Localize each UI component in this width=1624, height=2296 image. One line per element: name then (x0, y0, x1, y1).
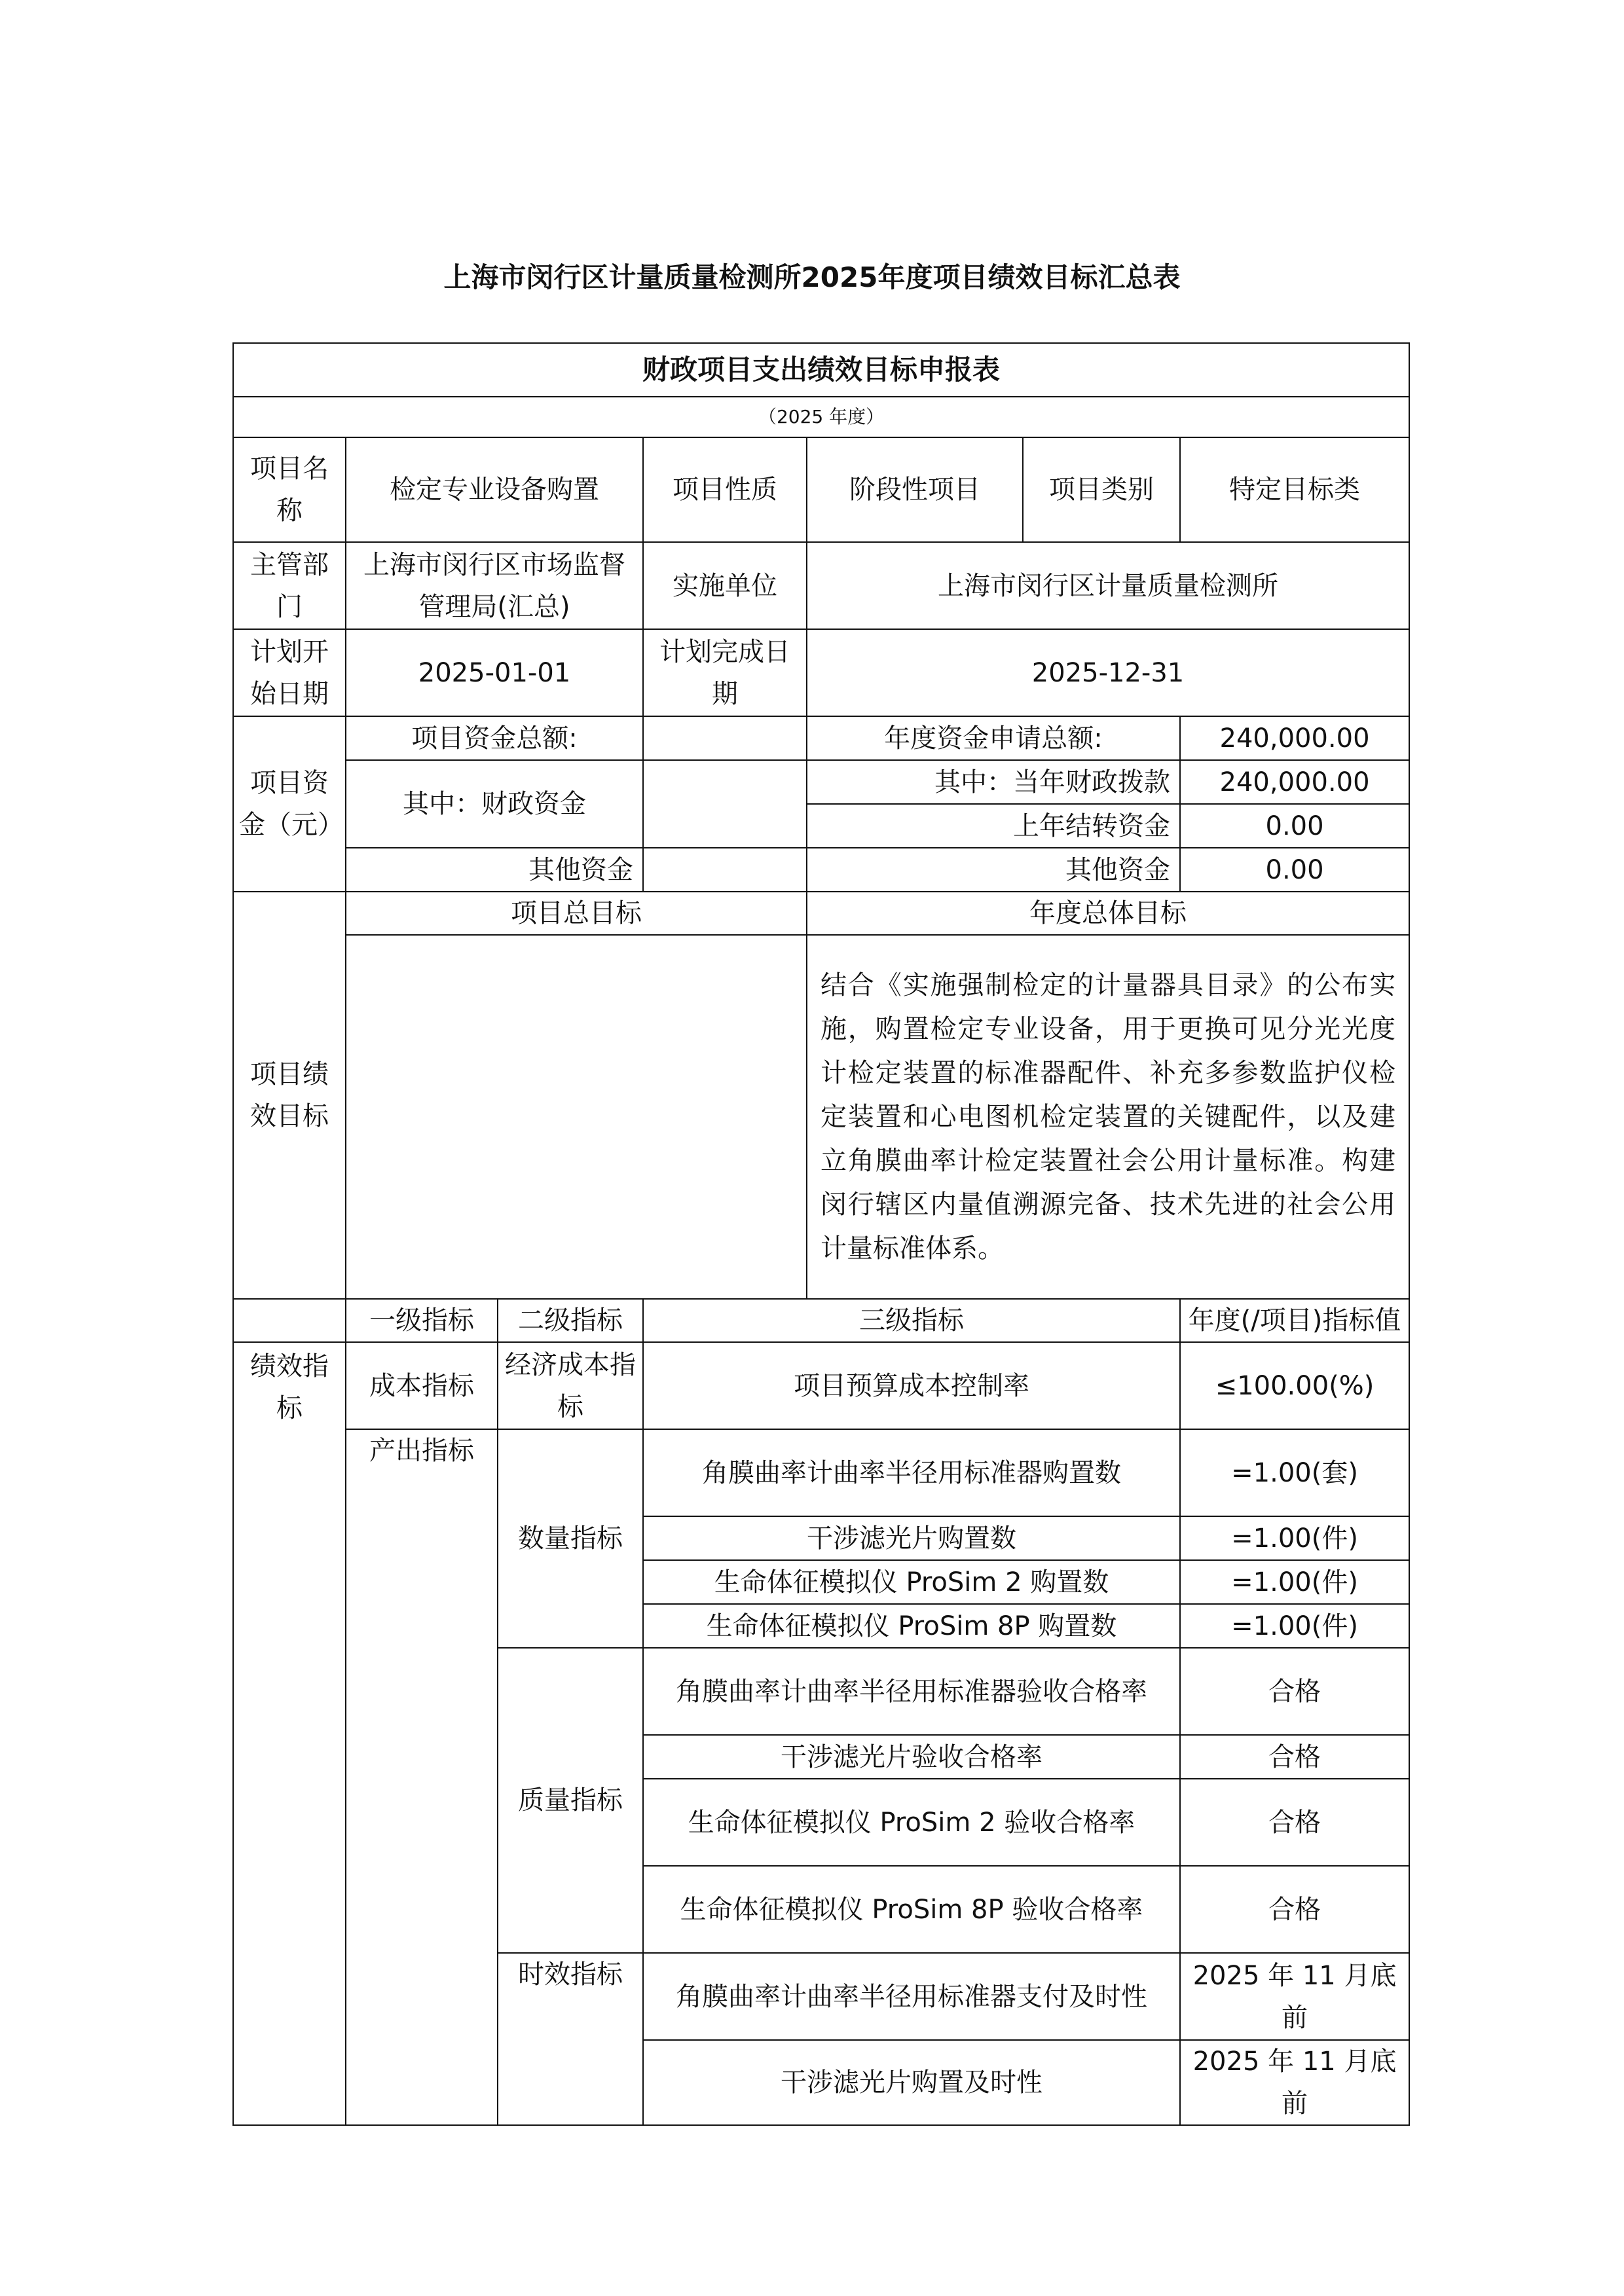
header-level3: 三级指标 (643, 1299, 1180, 1342)
value-project-name: 检定专业设备购置 (346, 437, 643, 542)
form-year: （2025 年度） (233, 397, 1409, 437)
indicator-name: 生命体征模拟仪 ProSim 2 购置数 (643, 1560, 1180, 1604)
indicator-value: 2025 年 11 月底前 (1180, 1953, 1409, 2040)
label-project-nature: 项目性质 (643, 437, 807, 542)
label-project-category: 项目类别 (1023, 437, 1180, 542)
level2-timeliness: 时效指标 (498, 1953, 643, 2125)
header-value: 年度(/项目)指标值 (1180, 1299, 1409, 1342)
header-level2: 二级指标 (498, 1299, 643, 1342)
indicator-value: =1.00(件) (1180, 1516, 1409, 1560)
value-annual-total: 240,000.00 (1180, 716, 1409, 760)
value-competent-dept: 上海市闵行区市场监督管理局(汇总) (346, 542, 643, 629)
label-perf-goals: 项目绩效目标 (233, 892, 346, 1299)
indicator-value: 2025 年 11 月底前 (1180, 2040, 1409, 2125)
performance-goal-form (232, 342, 1410, 2126)
value-annual-goal: 结合《实施强制检定的计量器具目录》的公布实施，购置检定专业设备，用于更换可见分光光度计检定装置的标准器配件、补充多参数监护仪检定装置和心电图机检定装置的关键配件，以及建立角膜曲率计检定装置社会公用计量标准。构建闵行辖区内量值溯源完备、技术先进的社会公用计量标准体系。 (807, 935, 1409, 1299)
label-project-name: 项目名称 (233, 437, 346, 542)
label-other-funds-right: 其他资金 (807, 848, 1180, 892)
value-prior-carryover: 0.00 (1180, 804, 1409, 848)
indicator-name: 角膜曲率计曲率半径用标准器购置数 (643, 1429, 1180, 1516)
corner-empty (233, 1299, 346, 1342)
label-perf-indicators: 绩效指标 (233, 1342, 346, 2125)
label-total-funds: 项目资金总额: (346, 716, 643, 760)
indicator-value: ≤100.00(%) (1180, 1342, 1409, 1429)
label-annual-total: 年度资金申请总额: (807, 716, 1180, 760)
indicator-value: 合格 (1180, 1866, 1409, 1953)
label-annual-goal: 年度总体目标 (807, 892, 1409, 935)
indicator-value: =1.00(件) (1180, 1560, 1409, 1604)
indicator-name: 项目预算成本控制率 (643, 1342, 1180, 1429)
indicator-value: 合格 (1180, 1779, 1409, 1866)
value-other-funds: 0.00 (1180, 848, 1409, 892)
value-of-which-fiscal (643, 760, 807, 848)
indicator-value: 合格 (1180, 1735, 1409, 1779)
document-title: 上海市闵行区计量质量检测所2025年度项目绩效目标汇总表 (443, 261, 1181, 293)
value-implementing-unit: 上海市闵行区计量质量检测所 (807, 542, 1409, 629)
indicator-value: =1.00(套) (1180, 1429, 1409, 1516)
label-of-which-current: 其中：当年财政拨款 (807, 760, 1180, 804)
indicator-value: =1.00(件) (1180, 1604, 1409, 1648)
value-total-funds (643, 716, 807, 760)
label-project-funds: 项目资金（元） (233, 716, 346, 892)
level1-output: 产出指标 (346, 1429, 498, 2125)
value-other-funds-left (643, 848, 807, 892)
indicator-name: 生命体征模拟仪 ProSim 2 验收合格率 (643, 1779, 1180, 1866)
form-heading: 财政项目支出绩效目标申报表 (233, 343, 1409, 397)
value-current-fiscal: 240,000.00 (1180, 760, 1409, 804)
level2-economic-cost: 经济成本指标 (498, 1342, 643, 1429)
level2-quality: 质量指标 (498, 1648, 643, 1953)
label-competent-dept: 主管部门 (233, 542, 346, 629)
indicator-name: 生命体征模拟仪 ProSim 8P 购置数 (643, 1604, 1180, 1648)
label-implementing-unit: 实施单位 (643, 542, 807, 629)
level2-quantity: 数量指标 (498, 1429, 643, 1648)
indicator-name: 干涉滤光片验收合格率 (643, 1735, 1180, 1779)
indicator-name: 干涉滤光片购置及时性 (643, 2040, 1180, 2125)
value-project-nature: 阶段性项目 (807, 437, 1023, 542)
value-plan-start: 2025-01-01 (346, 629, 643, 716)
label-of-which-fiscal: 其中：财政资金 (346, 760, 643, 848)
label-prior-carryover: 上年结转资金 (807, 804, 1180, 848)
value-plan-end: 2025-12-31 (807, 629, 1409, 716)
indicator-value: 合格 (1180, 1648, 1409, 1735)
indicator-name: 角膜曲率计曲率半径用标准器支付及时性 (643, 1953, 1180, 2040)
label-plan-end: 计划完成日期 (643, 629, 807, 716)
indicator-name: 角膜曲率计曲率半径用标准器验收合格率 (643, 1648, 1180, 1735)
value-overall-goal (346, 935, 807, 1299)
indicator-name: 干涉滤光片购置数 (643, 1516, 1180, 1560)
header-level1: 一级指标 (346, 1299, 498, 1342)
label-overall-goal: 项目总目标 (346, 892, 807, 935)
label-plan-start: 计划开始日期 (233, 629, 346, 716)
indicator-name: 生命体征模拟仪 ProSim 8P 验收合格率 (643, 1866, 1180, 1953)
label-other-funds-left: 其他资金 (346, 848, 643, 892)
level1-cost: 成本指标 (346, 1342, 498, 1429)
value-project-category: 特定目标类 (1180, 437, 1409, 542)
